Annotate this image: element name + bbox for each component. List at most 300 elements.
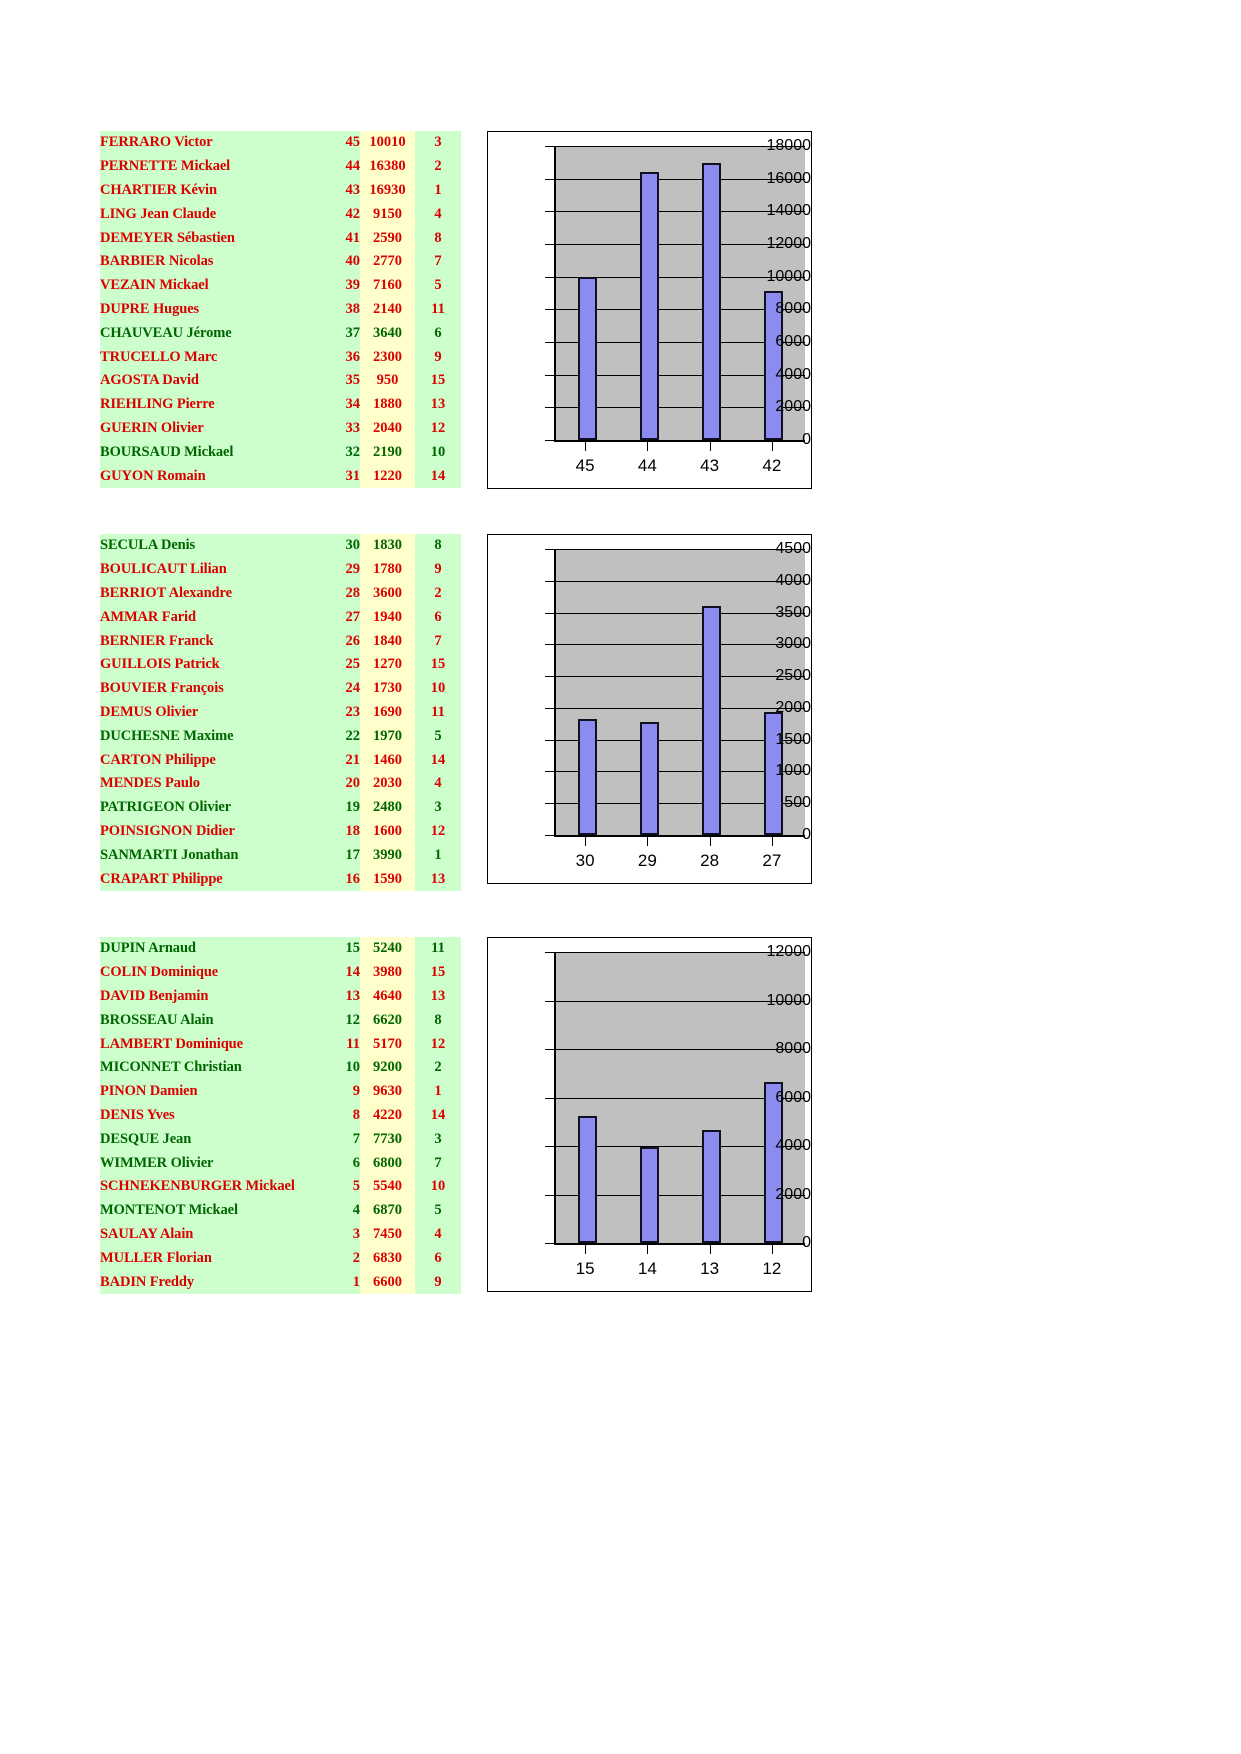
cell-score: 2590 <box>360 226 415 250</box>
x-tick-mark <box>585 1245 586 1254</box>
cell-num: 3 <box>324 1223 360 1247</box>
cell-score: 1590 <box>360 867 415 891</box>
cell-score: 2480 <box>360 796 415 820</box>
cell-num: 38 <box>324 298 360 322</box>
cell-name: LAMBERT Dominique <box>100 1032 324 1056</box>
cell-name: SECULA Denis <box>100 534 324 558</box>
y-tick-mark <box>545 1146 554 1147</box>
cell-rank: 2 <box>415 155 461 179</box>
bar <box>702 606 721 835</box>
bar <box>578 719 597 835</box>
cell-name: GUYON Romain <box>100 464 324 488</box>
cell-name: CRAPART Philippe <box>100 867 324 891</box>
table-row <box>100 724 461 748</box>
table-row <box>100 440 461 464</box>
table-row <box>100 131 461 155</box>
cell-num: 6 <box>324 1151 360 1175</box>
cell-num: 29 <box>324 558 360 582</box>
cell-score: 1460 <box>360 748 415 772</box>
y-tick-mark <box>545 708 554 709</box>
cell-score: 3640 <box>360 321 415 345</box>
y-axis-tick-label: 12000 <box>766 943 811 960</box>
cell-score: 5170 <box>360 1032 415 1056</box>
x-tick-mark <box>647 442 648 451</box>
x-axis-tick-label: 28 <box>700 851 720 870</box>
table-row <box>100 1008 461 1032</box>
cell-num: 24 <box>324 677 360 701</box>
cell-name: TRUCELLO Marc <box>100 345 324 369</box>
cell-score: 2300 <box>360 345 415 369</box>
cell-name: WIMMER Olivier <box>100 1151 324 1175</box>
cell-score: 2040 <box>360 417 415 441</box>
table-row <box>100 179 461 203</box>
cell-num: 32 <box>324 440 360 464</box>
table-row <box>100 937 461 961</box>
y-tick-mark <box>545 581 554 582</box>
cell-name: DENIS Yves <box>100 1104 324 1128</box>
cell-num: 12 <box>324 1008 360 1032</box>
cell-score: 3990 <box>360 843 415 867</box>
cell-num: 28 <box>324 582 360 606</box>
y-axis-tick-label: 2500 <box>775 667 811 685</box>
y-axis-tick-label: 2000 <box>775 398 811 416</box>
x-axis-tick-label: 27 <box>762 851 782 870</box>
bar-chart <box>487 131 812 489</box>
table-row <box>100 701 461 725</box>
y-axis-tick-label: 0 <box>802 826 811 843</box>
cell-rank: 4 <box>415 202 461 226</box>
cell-score: 7450 <box>360 1223 415 1247</box>
cell-name: PERNETTE Mickael <box>100 155 324 179</box>
y-tick-mark <box>545 440 554 441</box>
cell-name: CHARTIER Kévin <box>100 179 324 203</box>
bar-chart <box>487 534 812 884</box>
bar <box>764 1082 783 1243</box>
cell-rank: 12 <box>415 1032 461 1056</box>
y-axis-tick-label: 500 <box>784 794 811 812</box>
table-row <box>100 417 461 441</box>
y-tick-mark <box>545 277 554 278</box>
x-tick-mark <box>772 1245 773 1254</box>
cell-score: 6830 <box>360 1246 415 1270</box>
rank-table <box>100 534 461 891</box>
table-row <box>100 464 461 488</box>
cell-name: RIEHLING Pierre <box>100 393 324 417</box>
y-axis-tick-label: 1500 <box>775 730 811 748</box>
cell-rank: 5 <box>415 1199 461 1223</box>
cell-num: 40 <box>324 250 360 274</box>
y-axis-tick-label: 10000 <box>766 991 811 1009</box>
cell-rank: 4 <box>415 772 461 796</box>
y-tick-mark <box>545 549 554 550</box>
table-row <box>100 582 461 606</box>
cell-name: BOUVIER François <box>100 677 324 701</box>
cell-num: 36 <box>324 345 360 369</box>
cell-name: MONTENOT Mickael <box>100 1199 324 1223</box>
y-tick-mark <box>545 1195 554 1196</box>
table-row <box>100 772 461 796</box>
y-axis-tick-label: 14000 <box>766 202 811 220</box>
cell-score: 10010 <box>360 131 415 155</box>
cell-score: 3980 <box>360 961 415 985</box>
table-row <box>100 820 461 844</box>
y-axis-tick-label: 10000 <box>766 267 811 285</box>
cell-score: 2030 <box>360 772 415 796</box>
cell-score: 1840 <box>360 629 415 653</box>
cell-num: 25 <box>324 653 360 677</box>
cell-name: AMMAR Farid <box>100 605 324 629</box>
cell-num: 4 <box>324 1199 360 1223</box>
table-row <box>100 393 461 417</box>
results-block <box>100 534 812 891</box>
y-axis-tick-label: 0 <box>802 431 811 448</box>
cell-name: BOULICAUT Lilian <box>100 558 324 582</box>
table-row <box>100 558 461 582</box>
y-tick-mark <box>545 613 554 614</box>
cell-num: 31 <box>324 464 360 488</box>
cell-name: FERRARO Victor <box>100 131 324 155</box>
x-axis-tick-label: 15 <box>575 1259 595 1278</box>
y-tick-mark <box>545 835 554 836</box>
cell-rank: 10 <box>415 677 461 701</box>
x-tick-mark <box>710 442 711 451</box>
cell-name: BOURSAUD Mickael <box>100 440 324 464</box>
bar <box>578 1116 597 1243</box>
cell-num: 44 <box>324 155 360 179</box>
cell-score: 1690 <box>360 701 415 725</box>
cell-num: 43 <box>324 179 360 203</box>
x-tick-mark <box>647 1245 648 1254</box>
cell-name: DAVID Benjamin <box>100 985 324 1009</box>
cell-num: 35 <box>324 369 360 393</box>
y-tick-mark <box>545 375 554 376</box>
cell-rank: 7 <box>415 250 461 274</box>
cell-name: SANMARTI Jonathan <box>100 843 324 867</box>
table-row <box>100 1151 461 1175</box>
cell-rank: 1 <box>415 1080 461 1104</box>
cell-rank: 3 <box>415 1127 461 1151</box>
y-axis-tick-label: 0 <box>802 1234 811 1251</box>
table-row <box>100 226 461 250</box>
table-row <box>100 843 461 867</box>
cell-num: 22 <box>324 724 360 748</box>
y-tick-mark <box>545 1098 554 1099</box>
cell-name: DESQUE Jean <box>100 1127 324 1151</box>
x-tick-mark <box>585 837 586 846</box>
cell-num: 33 <box>324 417 360 441</box>
cell-num: 30 <box>324 534 360 558</box>
table-row <box>100 155 461 179</box>
cell-score: 1970 <box>360 724 415 748</box>
cell-rank: 13 <box>415 393 461 417</box>
cell-score: 6800 <box>360 1151 415 1175</box>
cell-rank: 6 <box>415 321 461 345</box>
rank-table-body <box>100 937 461 1294</box>
y-axis-tick-label: 18000 <box>766 137 811 154</box>
bar-chart <box>487 937 812 1292</box>
cell-num: 1 <box>324 1270 360 1294</box>
bar <box>640 722 659 835</box>
cell-name: POINSIGNON Didier <box>100 820 324 844</box>
cell-num: 42 <box>324 202 360 226</box>
cell-name: DUPRE Hugues <box>100 298 324 322</box>
y-tick-mark <box>545 179 554 180</box>
table-row <box>100 369 461 393</box>
cell-num: 34 <box>324 393 360 417</box>
cell-rank: 15 <box>415 961 461 985</box>
y-axis-tick-label: 6000 <box>775 333 811 350</box>
cell-score: 5540 <box>360 1175 415 1199</box>
y-tick-mark <box>545 146 554 147</box>
cell-name: BROSSEAU Alain <box>100 1008 324 1032</box>
y-tick-mark <box>545 407 554 408</box>
cell-name: MULLER Florian <box>100 1246 324 1270</box>
cell-num: 23 <box>324 701 360 725</box>
x-axis-tick-label: 14 <box>637 1259 657 1278</box>
table-row <box>100 202 461 226</box>
cell-num: 15 <box>324 937 360 961</box>
cell-rank: 9 <box>415 558 461 582</box>
y-tick-mark <box>545 309 554 310</box>
cell-num: 2 <box>324 1246 360 1270</box>
y-axis-tick-label: 6000 <box>775 1088 811 1106</box>
cell-score: 2190 <box>360 440 415 464</box>
cell-rank: 14 <box>415 748 461 772</box>
table-row <box>100 985 461 1009</box>
cell-num: 11 <box>324 1032 360 1056</box>
cell-rank: 14 <box>415 464 461 488</box>
cell-rank: 2 <box>415 582 461 606</box>
x-axis-tick-label: 44 <box>637 456 657 475</box>
table-row <box>100 748 461 772</box>
x-axis-tick-label: 43 <box>700 456 720 475</box>
cell-score: 5240 <box>360 937 415 961</box>
cell-name: PATRIGEON Olivier <box>100 796 324 820</box>
cell-score: 7160 <box>360 274 415 298</box>
cell-num: 41 <box>324 226 360 250</box>
cell-rank: 1 <box>415 843 461 867</box>
cell-num: 19 <box>324 796 360 820</box>
cell-rank: 15 <box>415 369 461 393</box>
x-axis-tick-label: 29 <box>637 851 657 870</box>
y-tick-mark <box>545 244 554 245</box>
cell-name: DEMEYER Sébastien <box>100 226 324 250</box>
table-row <box>100 961 461 985</box>
rank-table-body <box>100 131 461 488</box>
x-tick-mark <box>710 1245 711 1254</box>
cell-rank: 15 <box>415 653 461 677</box>
cell-score: 1730 <box>360 677 415 701</box>
cell-rank: 5 <box>415 274 461 298</box>
y-axis-tick-label: 2000 <box>775 1185 811 1203</box>
cell-rank: 13 <box>415 867 461 891</box>
x-tick-mark <box>710 837 711 846</box>
cell-num: 17 <box>324 843 360 867</box>
cell-num: 27 <box>324 605 360 629</box>
cell-rank: 5 <box>415 724 461 748</box>
y-axis-tick-label: 8000 <box>775 300 811 318</box>
cell-name: CHAUVEAU Jérome <box>100 321 324 345</box>
y-tick-mark <box>545 803 554 804</box>
y-axis-tick-label: 8000 <box>775 1040 811 1057</box>
rank-table <box>100 131 461 488</box>
cell-name: COLIN Dominique <box>100 961 324 985</box>
table-row <box>100 1199 461 1223</box>
table-row <box>100 345 461 369</box>
cell-score: 3600 <box>360 582 415 606</box>
cell-rank: 4 <box>415 1223 461 1247</box>
table-row <box>100 534 461 558</box>
y-tick-mark <box>545 740 554 741</box>
y-tick-mark <box>545 952 554 953</box>
cell-name: GUERIN Olivier <box>100 417 324 441</box>
results-block <box>100 937 812 1294</box>
cell-name: BERNIER Franck <box>100 629 324 653</box>
bar <box>640 1147 659 1244</box>
cell-rank: 3 <box>415 131 461 155</box>
bar <box>578 277 597 440</box>
cell-rank: 9 <box>415 1270 461 1294</box>
table-row <box>100 605 461 629</box>
x-tick-mark <box>772 442 773 451</box>
y-axis-tick-label: 4000 <box>775 571 811 589</box>
cell-score: 7730 <box>360 1127 415 1151</box>
cell-score: 1270 <box>360 653 415 677</box>
cell-score: 4220 <box>360 1104 415 1128</box>
y-axis-tick-label: 4000 <box>775 365 811 383</box>
cell-num: 18 <box>324 820 360 844</box>
rank-table <box>100 937 461 1294</box>
cell-score: 950 <box>360 369 415 393</box>
x-axis-tick-label: 13 <box>700 1259 720 1278</box>
table-row <box>100 298 461 322</box>
cell-rank: 10 <box>415 1175 461 1199</box>
y-tick-mark <box>545 676 554 677</box>
cell-score: 2770 <box>360 250 415 274</box>
cell-score: 16380 <box>360 155 415 179</box>
cell-num: 5 <box>324 1175 360 1199</box>
cell-num: 45 <box>324 131 360 155</box>
cell-score: 1940 <box>360 605 415 629</box>
cell-rank: 9 <box>415 345 461 369</box>
y-tick-mark <box>545 1049 554 1050</box>
table-row <box>100 677 461 701</box>
y-axis-tick-label: 4500 <box>775 540 811 557</box>
cell-num: 8 <box>324 1104 360 1128</box>
cell-name: GUILLOIS Patrick <box>100 653 324 677</box>
cell-rank: 11 <box>415 937 461 961</box>
x-axis-tick-label: 45 <box>575 456 595 475</box>
table-row <box>100 1104 461 1128</box>
cell-rank: 3 <box>415 796 461 820</box>
x-tick-mark <box>585 442 586 451</box>
y-axis-tick-label: 3000 <box>775 635 811 653</box>
cell-score: 6620 <box>360 1008 415 1032</box>
cell-rank: 7 <box>415 1151 461 1175</box>
table-row <box>100 1127 461 1151</box>
table-row <box>100 1080 461 1104</box>
table-row <box>100 1223 461 1247</box>
cell-num: 13 <box>324 985 360 1009</box>
y-axis-tick-label: 12000 <box>766 235 811 252</box>
cell-score: 9630 <box>360 1080 415 1104</box>
cell-score: 16930 <box>360 179 415 203</box>
table-row <box>100 1056 461 1080</box>
results-block <box>100 131 812 489</box>
cell-rank: 6 <box>415 1246 461 1270</box>
cell-name: BERRIOT Alexandre <box>100 582 324 606</box>
cell-rank: 12 <box>415 820 461 844</box>
x-tick-mark <box>647 837 648 846</box>
cell-num: 20 <box>324 772 360 796</box>
cell-name: DUPIN Arnaud <box>100 937 324 961</box>
cell-name: DUCHESNE Maxime <box>100 724 324 748</box>
cell-name: MICONNET Christian <box>100 1056 324 1080</box>
cell-rank: 2 <box>415 1056 461 1080</box>
table-row <box>100 867 461 891</box>
rank-table-body <box>100 534 461 891</box>
y-tick-mark <box>545 211 554 212</box>
table-row <box>100 274 461 298</box>
table-row <box>100 629 461 653</box>
cell-name: VEZAIN Mickael <box>100 274 324 298</box>
cell-name: AGOSTA David <box>100 369 324 393</box>
cell-rank: 8 <box>415 534 461 558</box>
y-tick-mark <box>545 771 554 772</box>
cell-name: BARBIER Nicolas <box>100 250 324 274</box>
cell-num: 16 <box>324 867 360 891</box>
cell-name: DEMUS Olivier <box>100 701 324 725</box>
cell-score: 1780 <box>360 558 415 582</box>
cell-rank: 14 <box>415 1104 461 1128</box>
x-tick-mark <box>772 837 773 846</box>
cell-score: 4640 <box>360 985 415 1009</box>
y-axis-tick-label: 16000 <box>766 169 811 187</box>
cell-num: 10 <box>324 1056 360 1080</box>
y-tick-mark <box>545 1243 554 1244</box>
y-axis-tick-label: 4000 <box>775 1137 811 1154</box>
cell-rank: 8 <box>415 1008 461 1032</box>
bar <box>702 163 721 440</box>
cell-num: 39 <box>324 274 360 298</box>
cell-rank: 13 <box>415 985 461 1009</box>
y-axis-tick-label: 3500 <box>775 603 811 621</box>
y-tick-mark <box>545 342 554 343</box>
cell-name: MENDES Paulo <box>100 772 324 796</box>
y-tick-mark <box>545 644 554 645</box>
cell-num: 9 <box>324 1080 360 1104</box>
table-row <box>100 321 461 345</box>
table-row <box>100 653 461 677</box>
y-axis-tick-label: 2000 <box>775 698 811 716</box>
bar <box>640 172 659 440</box>
cell-num: 14 <box>324 961 360 985</box>
cell-name: LING Jean Claude <box>100 202 324 226</box>
cell-num: 7 <box>324 1127 360 1151</box>
cell-name: BADIN Freddy <box>100 1270 324 1294</box>
x-axis-tick-label: 12 <box>762 1259 782 1278</box>
y-tick-mark <box>545 1001 554 1002</box>
cell-rank: 7 <box>415 629 461 653</box>
table-row <box>100 1246 461 1270</box>
cell-score: 1220 <box>360 464 415 488</box>
table-row <box>100 1175 461 1199</box>
cell-rank: 11 <box>415 298 461 322</box>
cell-rank: 11 <box>415 701 461 725</box>
cell-name: CARTON Philippe <box>100 748 324 772</box>
cell-score: 9200 <box>360 1056 415 1080</box>
cell-score: 6600 <box>360 1270 415 1294</box>
